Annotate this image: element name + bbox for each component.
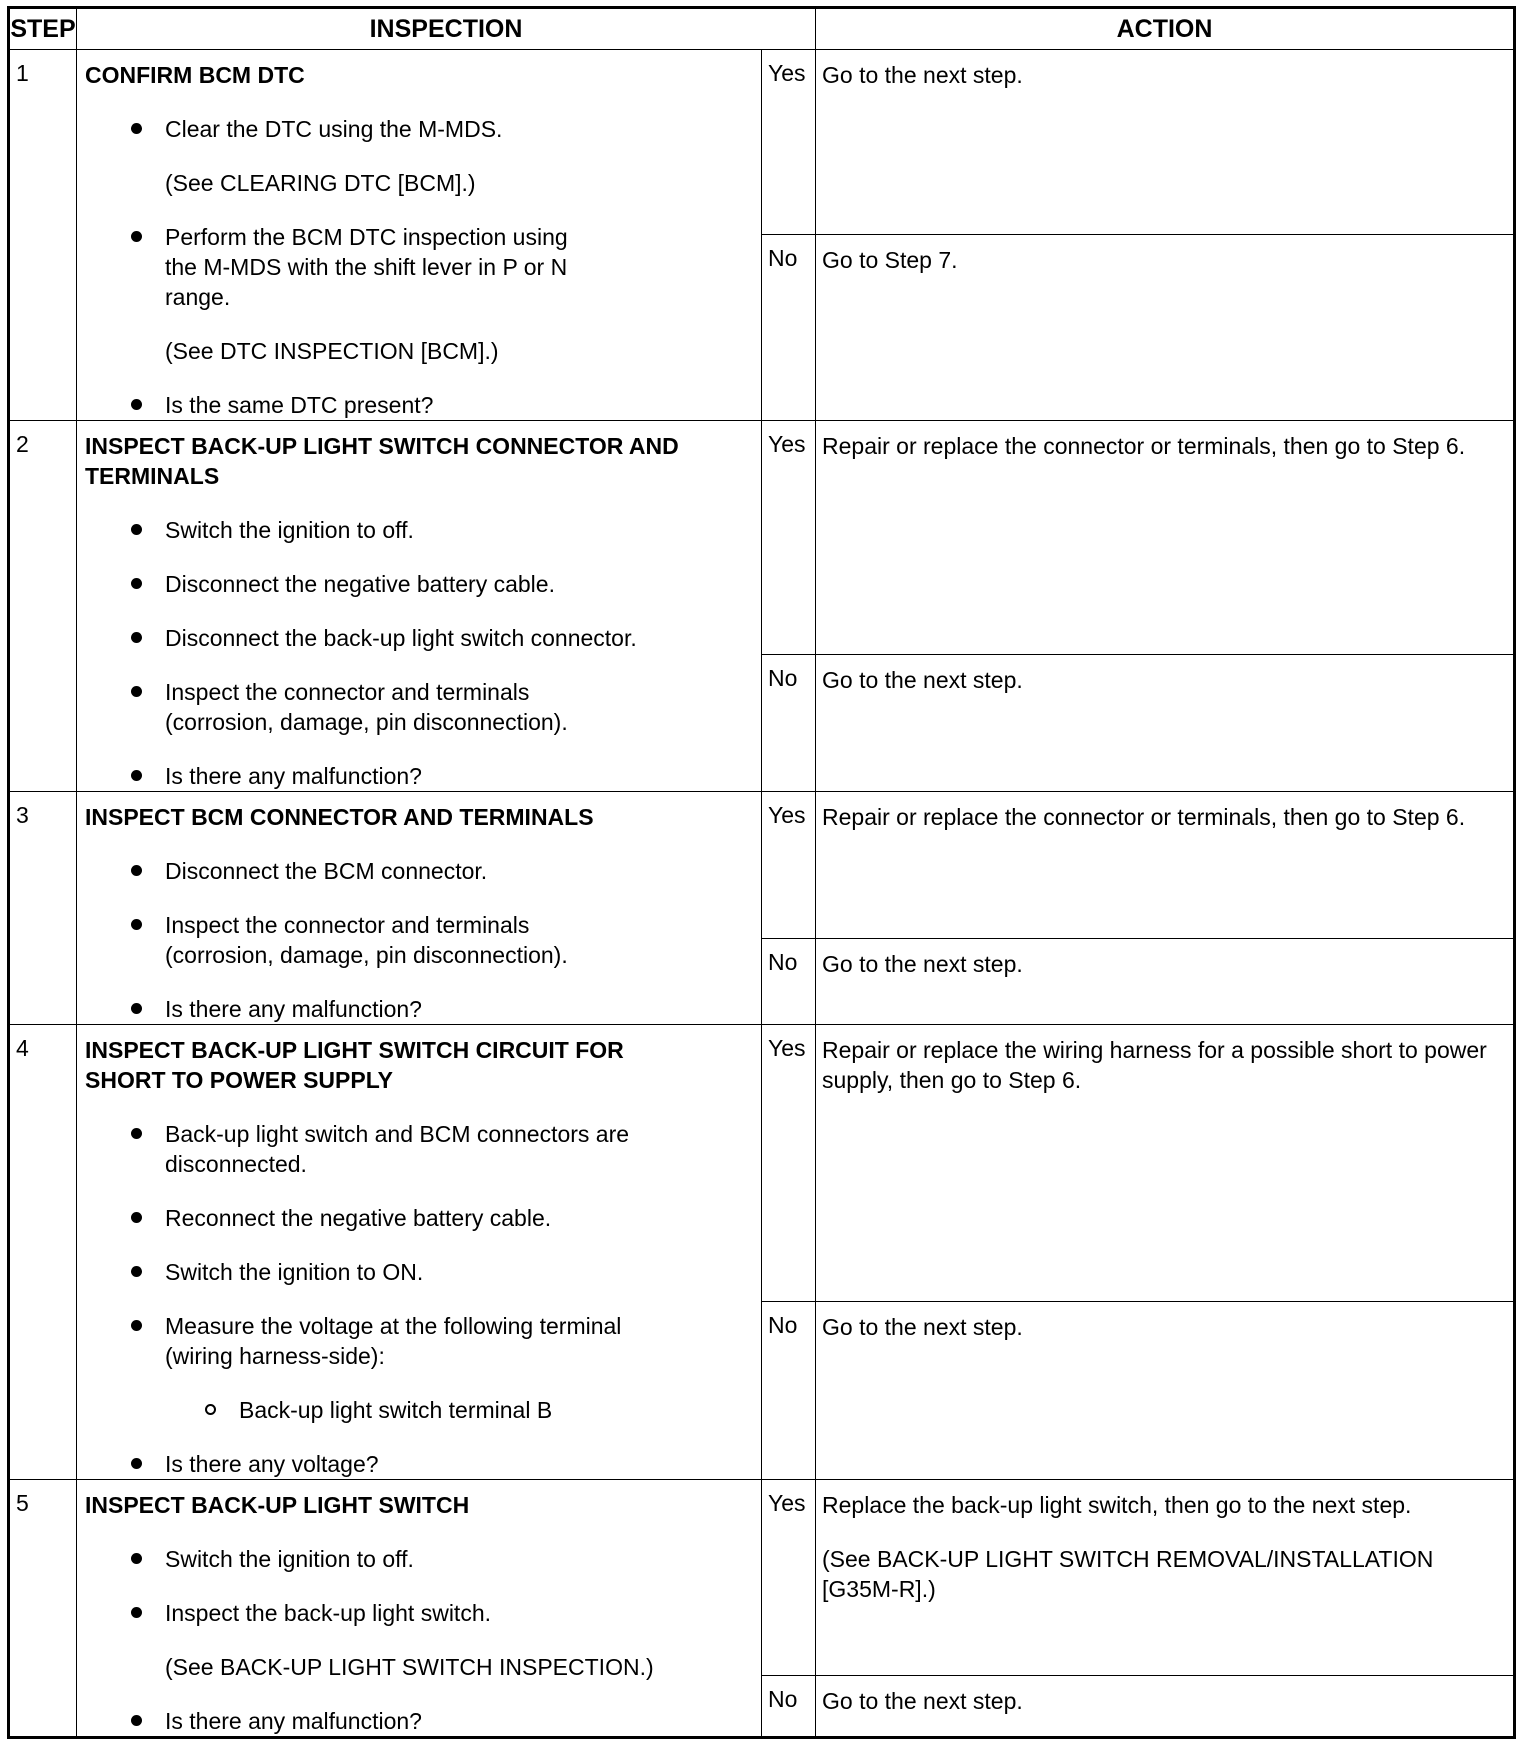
inspection-cell	[77, 1480, 762, 1738]
bullet-item: Is there any malfunction?	[85, 994, 751, 1024]
no-action-text: Go to the next step.	[822, 950, 1023, 977]
no-action	[816, 938, 1515, 1024]
bullet-item: Perform the BCM DTC inspection using the M-MDS with the shift lever in P or N range.	[85, 222, 595, 312]
bullet-item: Switch the ignition to ON.	[85, 1257, 751, 1287]
inspection-cell	[77, 1025, 762, 1480]
bullet-item: Measure the voltage at the following terminal (wiring harness-side):	[85, 1311, 635, 1371]
bullet-item: Disconnect the negative battery cable.	[85, 569, 751, 599]
reference-note: (See CLEARING DTC [BCM].)	[165, 170, 476, 196]
yes-action-reference: (See BACK-UP LIGHT SWITCH REMOVAL/INSTALLATION [G35M-R].)	[822, 1546, 1434, 1602]
bullet-item: Is the same DTC present?	[85, 390, 751, 420]
no-label: No	[762, 1676, 816, 1738]
step-1-yes-row	[9, 50, 1515, 235]
step-number: 4	[9, 1025, 77, 1480]
bullet-item: Inspect the connector and terminals (corrosion, damage, pin disconnection).	[85, 910, 635, 970]
header-step: STEP	[9, 8, 77, 50]
no-action	[816, 655, 1515, 792]
no-action-text: Go to Step 7.	[822, 246, 958, 273]
yes-action	[816, 1025, 1515, 1302]
bullet-item: Is there any malfunction?	[85, 761, 751, 791]
yes-action	[816, 421, 1515, 655]
step-title: INSPECT BACK-UP LIGHT SWITCH CONNECTOR AND TERMINALS	[85, 433, 679, 489]
yes-action	[816, 792, 1515, 939]
header-action: ACTION	[816, 8, 1515, 50]
bullet-item: Is there any malfunction?	[85, 1706, 751, 1736]
step-number: 2	[9, 421, 77, 792]
bullet-item: Switch the ignition to off.	[85, 515, 751, 545]
no-action-text: Go to the next step.	[822, 667, 1023, 694]
inspection-cell	[77, 50, 762, 421]
no-label: No	[762, 655, 816, 792]
step-2-yes-row	[9, 421, 1515, 655]
no-label: No	[762, 1302, 816, 1480]
no-action-text: Go to the next step.	[822, 1688, 1023, 1715]
step-title: INSPECT BACK-UP LIGHT SWITCH CIRCUIT FOR SHORT TO POWER SUPPLY	[85, 1037, 624, 1093]
inspection-cell	[77, 421, 762, 792]
yes-action-text: Go to the next step.	[822, 62, 1023, 88]
header-inspection: INSPECTION	[77, 8, 816, 50]
yes-action-text: Repair or replace the connector or terminals, then go to Step 6.	[822, 804, 1466, 830]
bullet-item: Inspect the back-up light switch.	[85, 1598, 751, 1628]
yes-label: Yes	[762, 792, 816, 939]
no-label: No	[762, 234, 816, 420]
bullet-item: Clear the DTC using the M-MDS.	[85, 114, 751, 144]
no-action-text: Go to the next step.	[822, 1314, 1023, 1340]
step-3-yes-row	[9, 792, 1515, 939]
yes-action-text: Replace the back-up light switch, then go to the next step.	[822, 1492, 1412, 1518]
step-number: 3	[9, 792, 77, 1025]
reference-note: (See DTC INSPECTION [BCM].)	[165, 338, 499, 364]
bullet-item: Disconnect the BCM connector.	[85, 856, 751, 886]
reference-note: (See BACK-UP LIGHT SWITCH INSPECTION.)	[165, 1654, 654, 1680]
no-action	[816, 1302, 1515, 1480]
bullet-item: Disconnect the back-up light switch connector.	[85, 623, 751, 653]
no-action	[816, 1676, 1515, 1738]
bullet-item: Back-up light switch and BCM connectors are disconnected.	[85, 1119, 635, 1179]
yes-action-text: Repair or replace the wiring harness for a possible short to power supply, then go to Step 6.	[822, 1037, 1487, 1093]
bullet-item: Switch the ignition to off.	[85, 1544, 751, 1574]
bullet-item: Inspect the connector and terminals (corrosion, damage, pin disconnection).	[85, 677, 635, 737]
diagnostic-table	[7, 6, 1516, 1739]
no-label: No	[762, 938, 816, 1024]
yes-label: Yes	[762, 50, 816, 235]
step-5-yes-row	[9, 1480, 1515, 1676]
yes-label: Yes	[762, 1480, 816, 1676]
step-number: 1	[9, 50, 77, 421]
step-number: 5	[9, 1480, 77, 1738]
step-title: INSPECT BACK-UP LIGHT SWITCH	[85, 1492, 470, 1518]
step-title: CONFIRM BCM DTC	[85, 62, 305, 88]
step-title: INSPECT BCM CONNECTOR AND TERMINALS	[85, 804, 594, 830]
sub-bullet-item: Back-up light switch terminal B	[85, 1395, 751, 1425]
yes-action	[816, 50, 1515, 235]
header-row	[9, 8, 1515, 50]
yes-action-text: Repair or replace the connector or terminals, then go to Step 6.	[822, 433, 1466, 459]
yes-label: Yes	[762, 1025, 816, 1302]
bullet-item: Is there any voltage?	[85, 1449, 751, 1479]
yes-action	[816, 1480, 1515, 1676]
inspection-cell	[77, 792, 762, 1025]
yes-label: Yes	[762, 421, 816, 655]
no-action	[816, 234, 1515, 420]
bullet-item: Reconnect the negative battery cable.	[85, 1203, 751, 1233]
step-4-yes-row	[9, 1025, 1515, 1302]
